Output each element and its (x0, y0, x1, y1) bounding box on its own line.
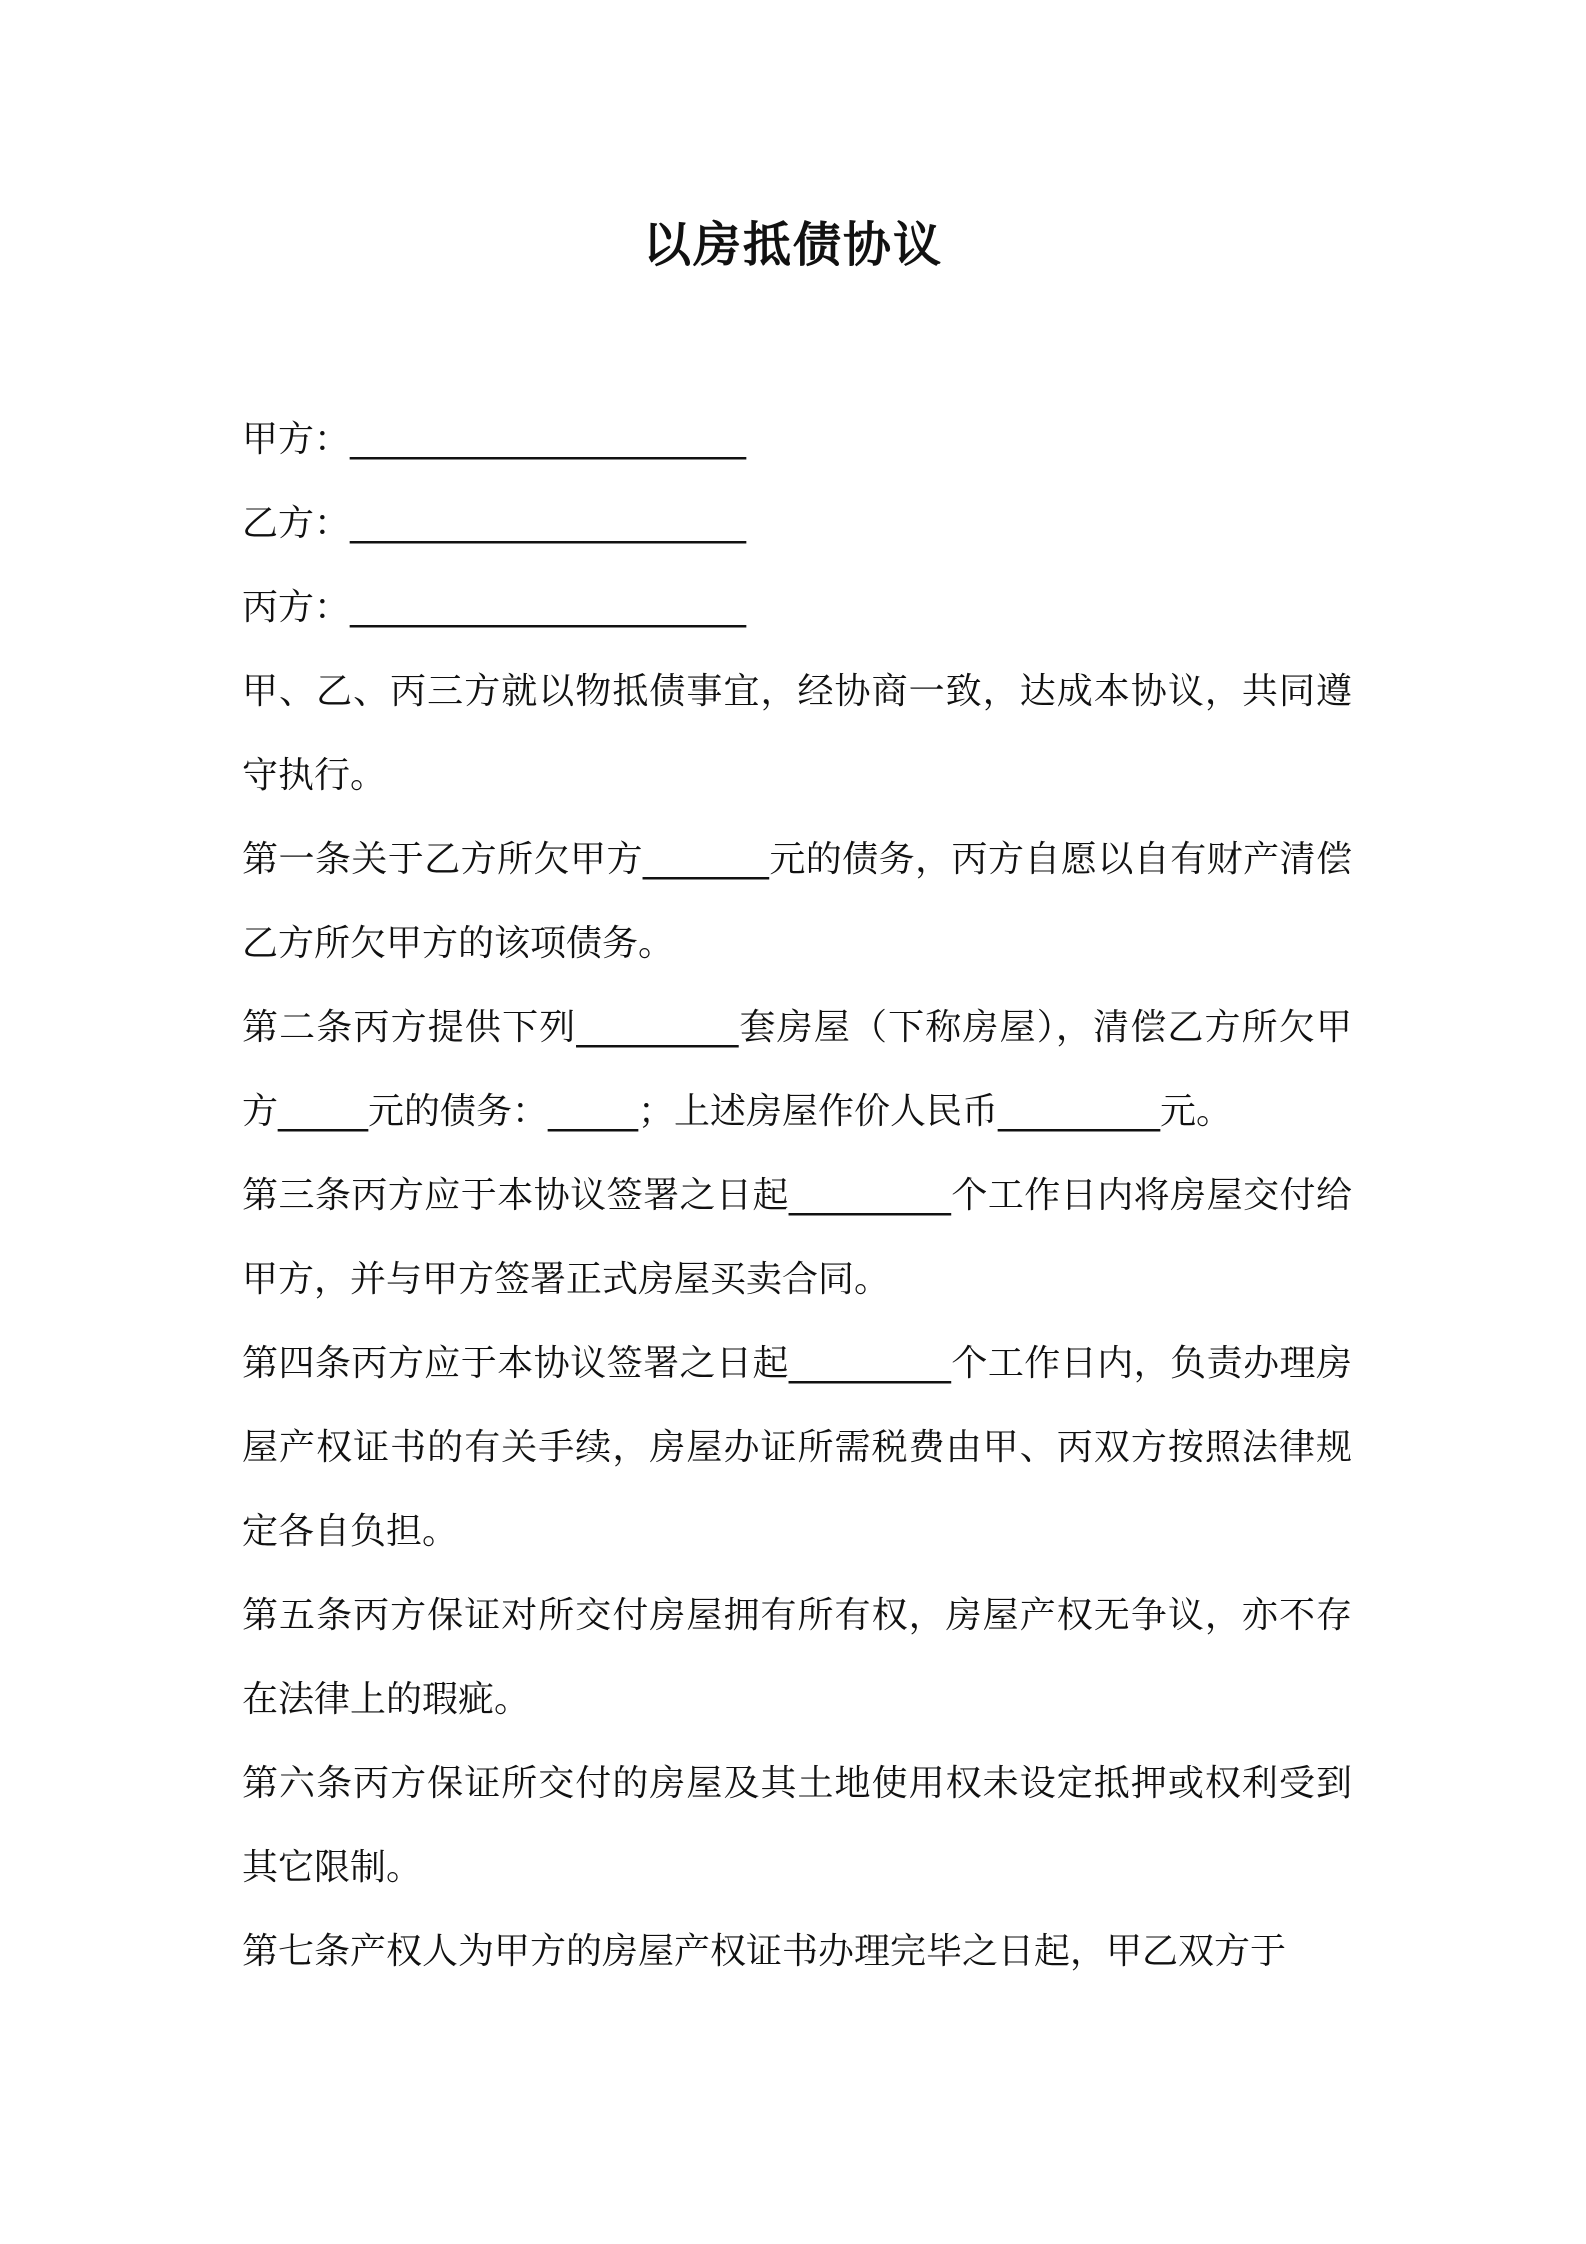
document-body (242, 398, 1352, 1994)
article-1: 第一条关于乙方所欠甲方_______元的债务，丙方自愿以自有财产清偿乙方所欠甲方的该项债务。 (242, 839, 1352, 964)
party-c-blank: ______________________ (350, 587, 747, 628)
party-a-line (242, 398, 1352, 482)
article-2: 第二条丙方提供下列_________套房屋（下称房屋），清偿乙方所欠甲方_____元的债务：_____；上述房屋作价人民币_________元。 (242, 1007, 1352, 1132)
party-c-line (242, 566, 1352, 650)
party-a-blank: ______________________ (350, 419, 747, 460)
document-title: 以房抵债协议 (642, 217, 943, 273)
article-7: 第七条产权人为甲方的房屋产权证书办理完毕之日起，甲乙双方于 (242, 1931, 1287, 1972)
party-b-blank: ______________________ (350, 503, 747, 544)
article-6: 第六条丙方保证所交付的房屋及其土地使用权未设定抵押或权利受到其它限制。 (242, 1763, 1352, 1888)
article-4: 第四条丙方应于本协议签署之日起_________个工作日内，负责办理房屋产权证书的有关手续，房屋办证所需税费由甲、丙双方按照法律规定各自负担。 (242, 1343, 1352, 1552)
party-b-label: 乙方： (242, 503, 351, 544)
party-a-label: 甲方： (242, 419, 351, 460)
party-b-line (242, 482, 1352, 566)
article-3: 第三条丙方应于本协议签署之日起_________个工作日内将房屋交付给甲方，并与甲方签署正式房屋买卖合同。 (242, 1175, 1352, 1300)
intro-paragraph: 甲、乙、丙三方就以物抵债事宜，经协商一致，达成本协议，共同遵守执行。 (242, 671, 1352, 796)
article-5: 第五条丙方保证对所交付房屋拥有所有权，房屋产权无争议，亦不存在法律上的瑕疵。 (242, 1595, 1352, 1720)
party-c-label: 丙方： (242, 587, 351, 628)
